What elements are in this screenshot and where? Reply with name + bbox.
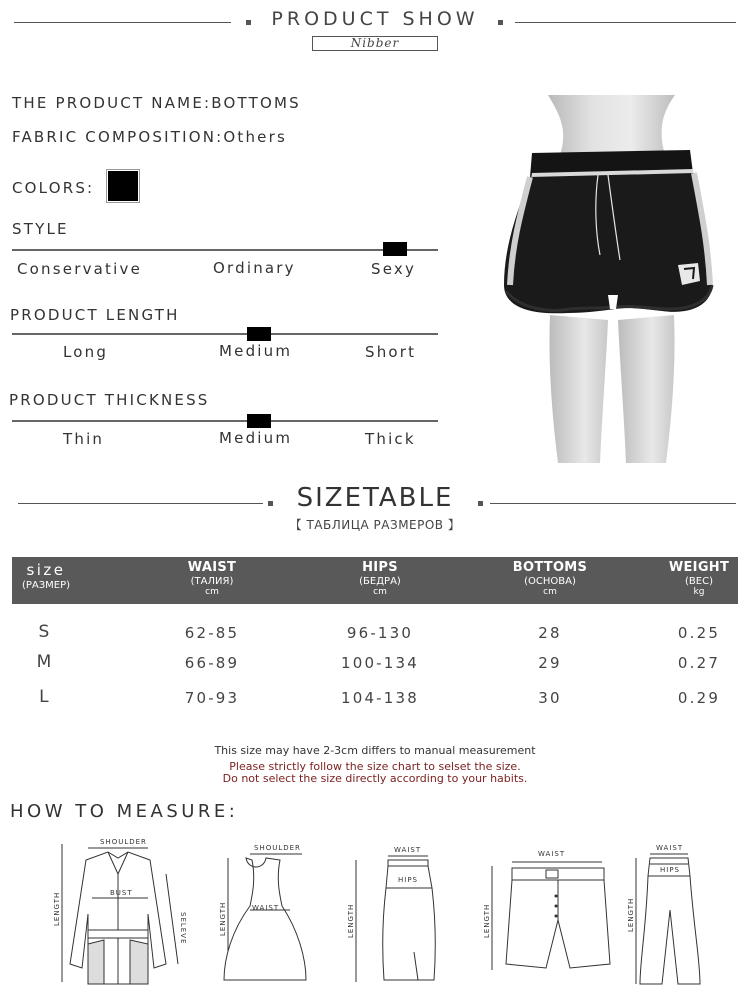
col-weight [640, 560, 750, 597]
col-waist-unit: cm [205, 587, 219, 597]
size-warning-2: Do not select the size directly according to your habits. [222, 772, 528, 785]
pants-length-label: LENGTH [627, 897, 635, 932]
row-m-hips: 100-134 [340, 654, 420, 672]
col-size-label: size [26, 561, 66, 579]
row-s-weight: 0.25 [677, 624, 721, 642]
jacket-sleeve-label: SELEVE [179, 912, 187, 945]
col-bottoms-label: BOTTOMS [512, 560, 588, 575]
row-l-hips: 104-138 [340, 689, 420, 707]
style-option-sexy: Sexy [371, 260, 417, 278]
length-scale-title: PRODUCT LENGTH [10, 306, 180, 324]
dress-shoulder-label: SHOULDER [254, 844, 301, 852]
shorts-length-label: LENGTH [483, 903, 491, 938]
col-weight-ru: (ВЕС) [685, 576, 713, 587]
col-hips [320, 560, 440, 597]
thickness-option-thick: Thick [365, 430, 416, 448]
col-size [12, 561, 80, 591]
length-option-medium: Medium [219, 342, 293, 360]
dress-waist-label: WAIST [252, 904, 280, 912]
page-title: PRODUCT SHOW [271, 8, 479, 30]
row-s-size: S [38, 622, 52, 642]
how-to-measure-title: HOW TO MEASURE: [10, 801, 239, 822]
col-bottoms-unit: cm [543, 587, 557, 597]
style-scale-marker [383, 242, 407, 256]
jacket-bust-label: BUST [110, 889, 133, 897]
length-scale-track [12, 333, 438, 335]
col-hips-unit: cm [373, 587, 387, 597]
color-swatch-black [106, 169, 140, 203]
row-s-waist: 62-85 [184, 624, 240, 642]
product-photo-shorts [490, 95, 730, 465]
pants-waist-label: WAIST [656, 844, 684, 852]
style-option-conservative: Conservative [17, 260, 142, 278]
length-option-long: Long [63, 343, 109, 361]
col-waist [152, 560, 272, 597]
row-m-size: M [36, 652, 54, 672]
skirt-length-label: LENGTH [347, 903, 355, 938]
measure-diagram-pants [624, 840, 704, 990]
col-bottoms-ru: (ОСНОВА) [524, 576, 576, 587]
col-hips-ru: (БЕДРА) [359, 576, 401, 587]
measure-diagram-shorts [478, 846, 618, 976]
skirt-hips-label: HIPS [398, 876, 418, 884]
col-bottoms [490, 560, 610, 597]
measure-diagram-skirt [344, 842, 444, 992]
col-waist-label: WAIST [187, 560, 237, 575]
col-weight-unit: kg [693, 587, 705, 597]
row-m-bottoms: 29 [538, 654, 562, 672]
dress-length-label: LENGTH [219, 901, 227, 936]
colors-label: COLORS: [12, 179, 95, 197]
row-l-bottoms: 30 [538, 689, 562, 707]
size-warning-1: Please strictly follow the size chart to selset the size. [229, 760, 521, 773]
thickness-scale-marker [247, 414, 271, 428]
thickness-option-thin: Thin [63, 430, 105, 448]
brand-name: Nibber [312, 36, 438, 51]
shorts-waist-label: WAIST [538, 850, 566, 858]
sizetable-subtitle: 【 ТАБЛИЦА РАЗМЕРОВ 】 [289, 518, 461, 532]
jacket-shoulder-label: SHOULDER [100, 838, 147, 846]
measurement-note: This size may have 2-3cm differs to manual measurement [214, 744, 536, 757]
style-option-ordinary: Ordinary [213, 259, 296, 277]
length-scale-marker [247, 327, 271, 341]
thickness-option-medium: Medium [219, 429, 293, 447]
col-weight-label: WEIGHT [668, 560, 730, 575]
header-dot-right [498, 20, 503, 25]
row-l-weight: 0.29 [677, 689, 721, 707]
col-size-ru: (РАЗМЕР) [21, 580, 71, 591]
skirt-waist-label: WAIST [394, 846, 422, 854]
thickness-scale-title: PRODUCT THICKNESS [9, 391, 210, 409]
jacket-length-label: LENGTH [53, 891, 61, 926]
style-scale-track [12, 249, 438, 251]
col-hips-label: HIPS [362, 560, 398, 575]
product-name: THE PRODUCT NAME:BOTTOMS [12, 94, 301, 112]
fabric-composition: FABRIC COMPOSITION:Others [12, 128, 287, 146]
row-s-bottoms: 28 [538, 624, 562, 642]
row-l-waist: 70-93 [184, 689, 240, 707]
measure-diagram-dress [216, 840, 316, 990]
measure-diagram-jacket [48, 834, 196, 992]
col-waist-ru: (ТАЛИЯ) [190, 576, 234, 587]
row-l-size: L [39, 687, 51, 707]
sizetable-rule-right [490, 503, 736, 504]
thickness-scale-track [12, 420, 438, 422]
sizetable-title: SIZETABLE [296, 483, 454, 513]
length-option-short: Short [365, 343, 417, 361]
size-table-header [12, 557, 738, 604]
style-scale-title: STYLE [12, 220, 69, 238]
header-rule-right [515, 22, 736, 23]
row-m-weight: 0.27 [677, 654, 721, 672]
sizetable-dot-right [478, 501, 483, 506]
row-m-waist: 66-89 [184, 654, 240, 672]
row-s-hips: 96-130 [346, 624, 414, 642]
pants-hips-label: HIPS [660, 866, 680, 874]
